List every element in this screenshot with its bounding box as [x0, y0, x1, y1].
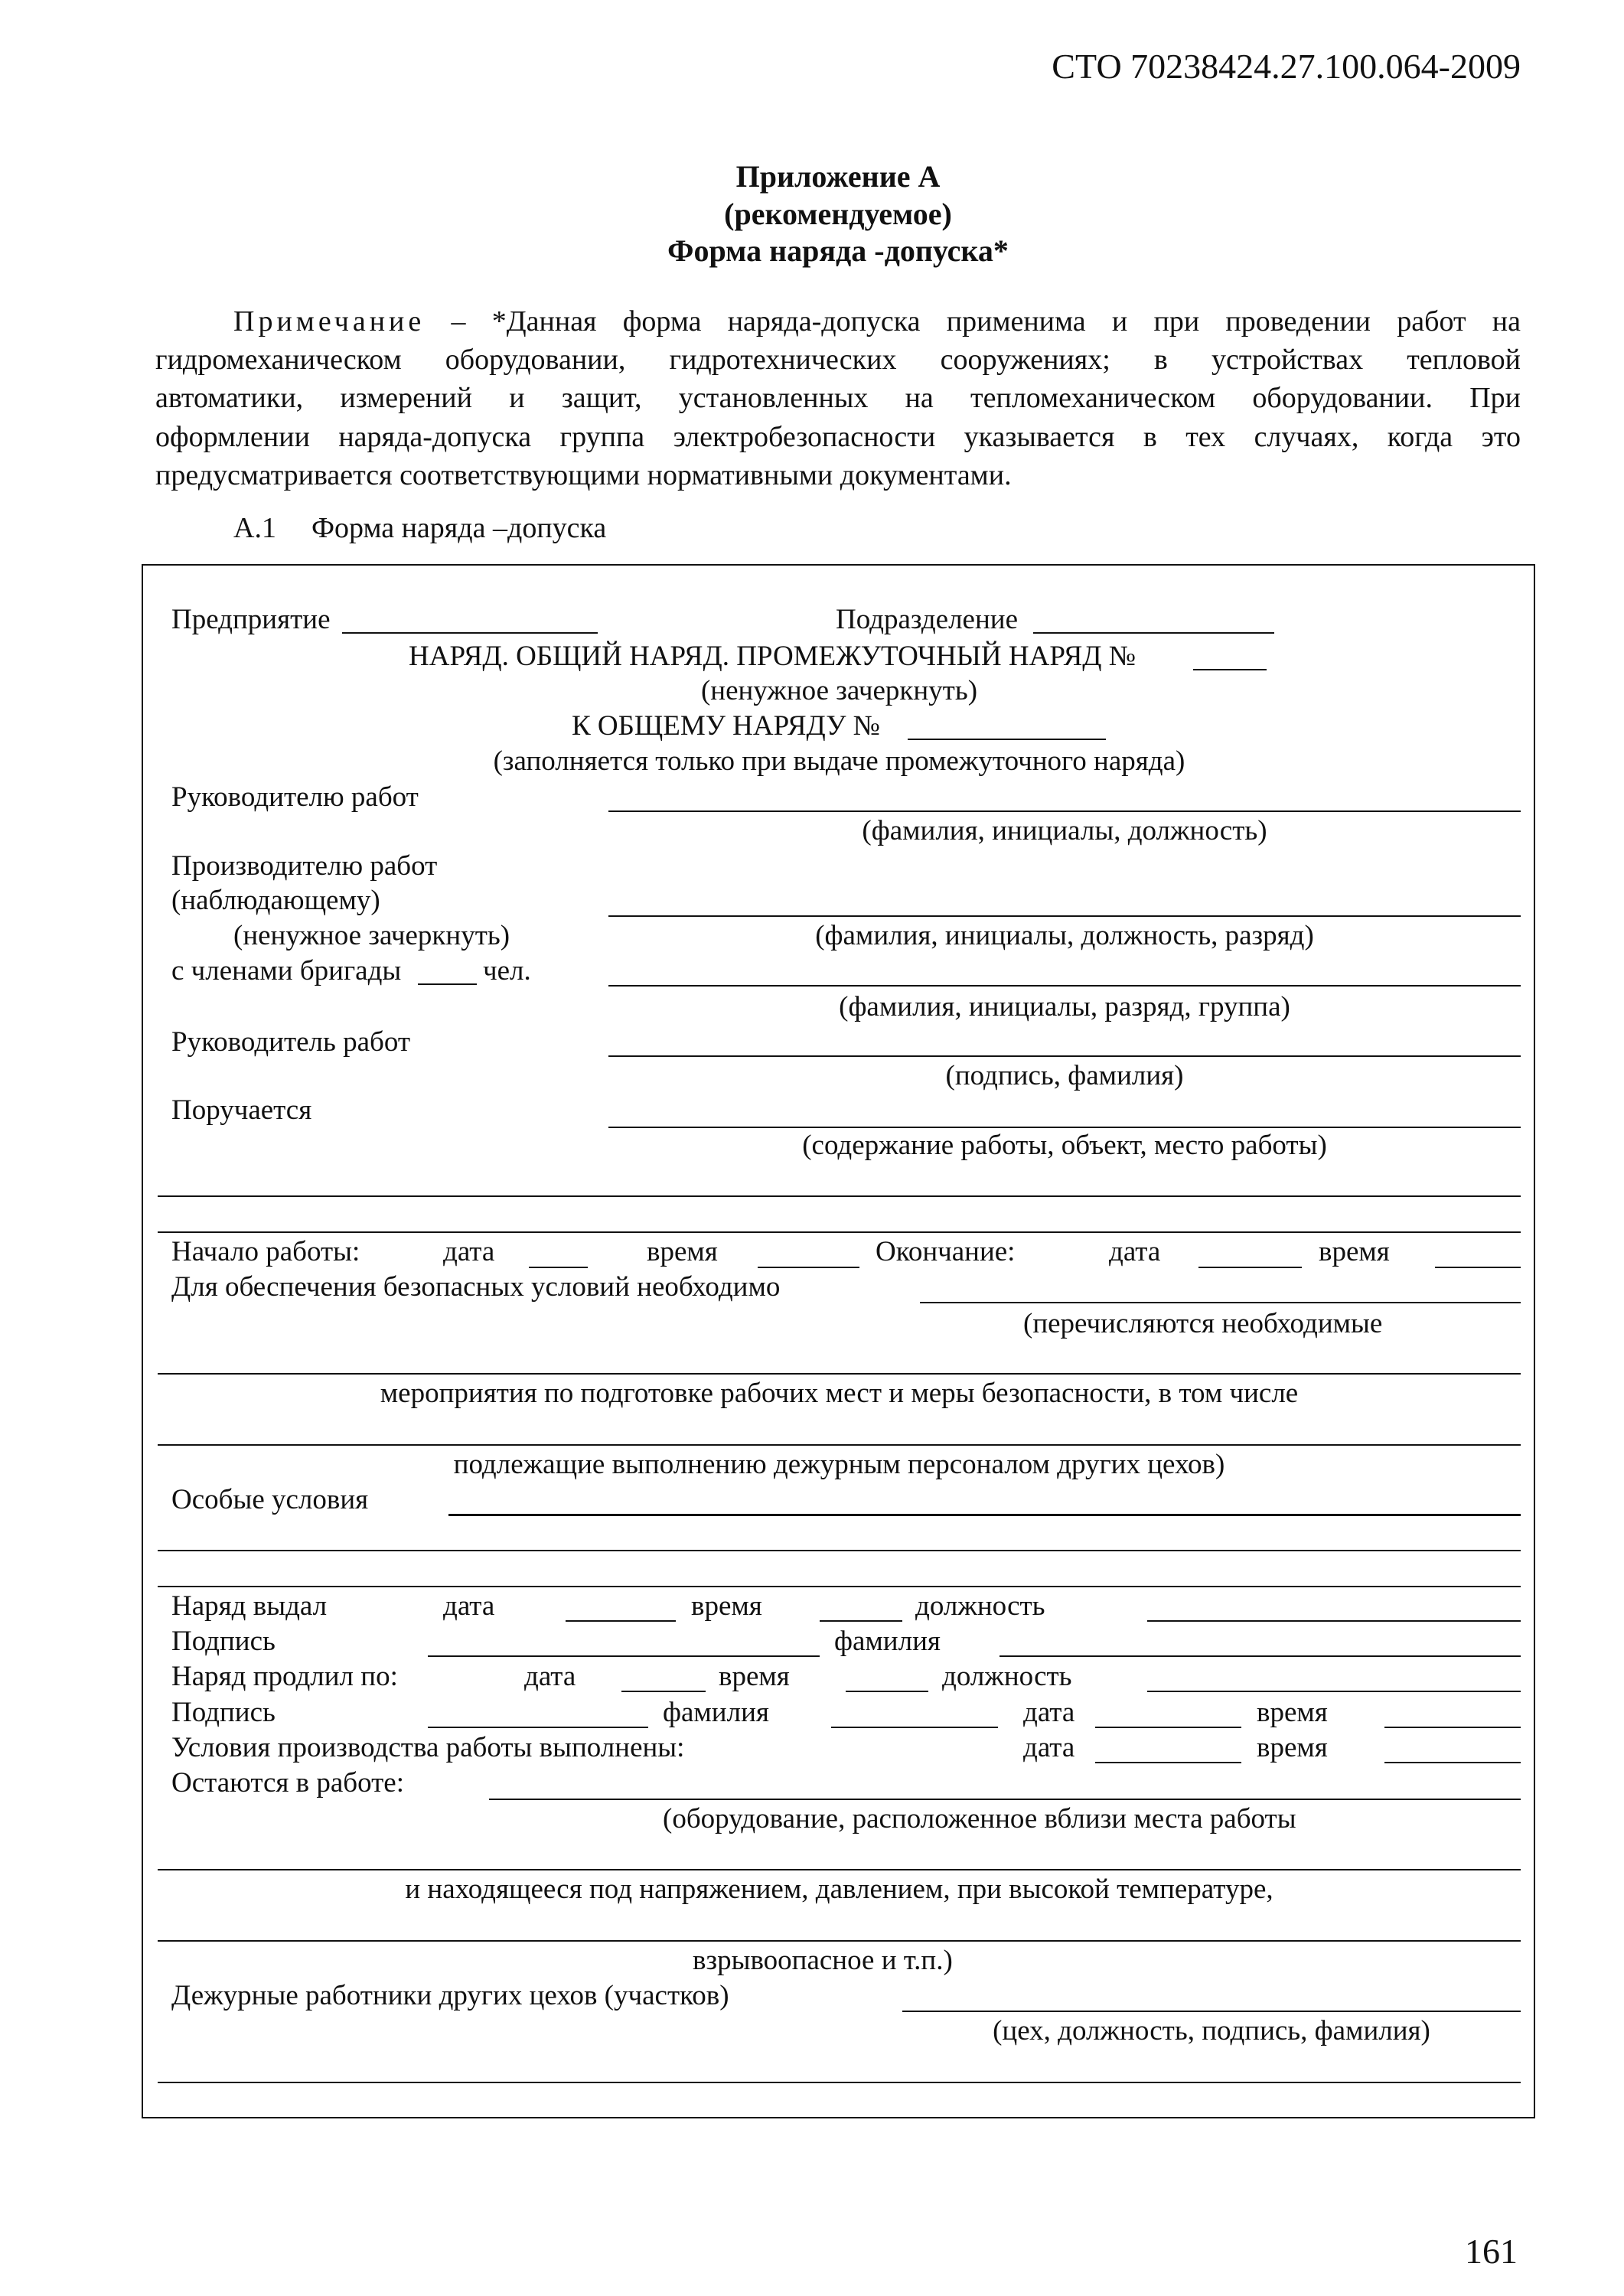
observer-label: (наблюдающему): [171, 885, 380, 916]
surname-blank: [1000, 1655, 1521, 1657]
general-order-number-blank: [908, 739, 1106, 740]
work-manager-to-label: Руководителю работ: [171, 781, 419, 813]
safety-required-label: Для обеспечения безопасных условий необходимо: [171, 1271, 781, 1303]
appendix-status: (рекомендуемое): [724, 197, 952, 231]
end-time-label: время: [1319, 1236, 1390, 1267]
special-conditions-blank: [448, 1514, 1521, 1516]
safety-required-blank: [920, 1302, 1521, 1303]
work-start-label: Начало работы:: [171, 1236, 360, 1267]
caption-work-content: (содержание работы, объект, место работы): [802, 1130, 1327, 1161]
issued-by-label: Наряд выдал: [171, 1590, 328, 1622]
signature-label-2: Подпись: [171, 1697, 276, 1728]
work-manager-label: Руководитель работ: [171, 1026, 411, 1058]
rule-line: [158, 1231, 1521, 1233]
appendix-subtitle: Форма наряда -допуска*: [667, 233, 1009, 268]
caption-measures: мероприятия по подготовке рабочих мест и меры безопасности, в том числе: [380, 1378, 1299, 1409]
persons-unit: чел.: [483, 955, 531, 987]
rule-line: [158, 1373, 1521, 1375]
rule-line: [158, 1444, 1521, 1446]
note-line-3: автоматики, измерений и защит, установленных на тепломеханическом оборудовании. При: [155, 382, 1521, 414]
start-date-blank: [529, 1267, 588, 1268]
extended-until-label: Наряд продлил по:: [171, 1661, 398, 1692]
rule-line: [158, 1550, 1521, 1551]
rule-line: [158, 2082, 1521, 2083]
issued-position-blank: [1147, 1620, 1521, 1622]
caption-shop-position-signature-name: (цех, должность, подпись, фамилия): [993, 2015, 1430, 2047]
rule-line: [158, 1195, 1521, 1197]
issued-position-label: должность: [915, 1590, 1045, 1622]
issued-time-label: время: [691, 1590, 762, 1622]
brigade-members-blank: [608, 985, 1521, 987]
work-producer-blank: [608, 915, 1521, 917]
conditions-done-label: Условия производства работы выполнены:: [171, 1732, 685, 1763]
rule-line: [158, 1940, 1521, 1942]
remaining-blank: [489, 1799, 1521, 1800]
start-time-label: время: [647, 1236, 718, 1267]
note-line-4: оформлении наряда-допуска группа электробезопасности указывается в тех случаях, когда это: [155, 421, 1521, 453]
general-order-label: К ОБЩЕМУ НАРЯДУ №: [572, 710, 880, 742]
extended-time-blank: [846, 1691, 928, 1692]
caption-name-grade-group: (фамилия, инициалы, разряд, группа): [839, 991, 1290, 1022]
extended-date-label: дата: [524, 1661, 576, 1692]
caption-name-position-grade: (фамилия, инициалы, должность, разряд): [815, 920, 1314, 951]
section-number: А.1: [233, 512, 276, 544]
extended-time-label: время: [719, 1661, 790, 1692]
special-conditions-label: Особые условия: [171, 1484, 369, 1515]
issued-date-label: дата: [443, 1590, 495, 1622]
surname-blank-2: [831, 1727, 998, 1728]
surname-label-2: фамилия: [663, 1697, 769, 1728]
end-date-blank: [1198, 1267, 1302, 1268]
surname-label: фамилия: [834, 1626, 941, 1657]
brigade-members-label: с членами бригады: [171, 955, 402, 987]
signature-date-label: дата: [1023, 1697, 1075, 1728]
document-code: СТО 70238424.27.100.064-2009: [1052, 47, 1521, 86]
note-text: – *Данная форма наряда-допуска применима и при проведении работ на: [451, 305, 1521, 338]
note-label: Примечание: [233, 305, 426, 338]
issued-date-blank: [566, 1620, 676, 1622]
issued-time-blank: [820, 1620, 902, 1622]
duty-workers-label: Дежурные работники других цехов (участков): [171, 1980, 729, 2011]
assigned-label: Поручается: [171, 1094, 312, 1126]
brigade-count-blank: [418, 983, 477, 985]
signature-blank-2: [428, 1727, 648, 1728]
caption-explosive: взрывоопасное и т.п.): [693, 1945, 953, 1976]
subdivision-blank: [1033, 632, 1274, 634]
enterprise-blank: [342, 632, 598, 634]
assigned-blank: [608, 1127, 1521, 1128]
signature-time-blank: [1384, 1727, 1521, 1728]
signature-date-blank: [1095, 1727, 1241, 1728]
signature-label: Подпись: [171, 1626, 276, 1657]
start-time-blank: [758, 1267, 859, 1268]
manager-signature-blank: [608, 1055, 1521, 1057]
rule-line: [158, 1586, 1521, 1587]
note-line-5: предусматривается соответствующими нормативными документами.: [155, 459, 1012, 491]
appendix-title: Приложение А: [735, 159, 941, 194]
caption-equipment-nearby: (оборудование, расположенное вблизи места работы: [663, 1803, 1296, 1835]
subdivision-label: Подразделение: [836, 604, 1019, 635]
remaining-label: Остаются в работе:: [171, 1767, 405, 1799]
note-line-2: гидромеханическом оборудовании, гидротехнических сооружениях; в устройствах тепловой: [155, 344, 1521, 376]
duty-workers-blank: [902, 2011, 1521, 2012]
strike-note-2: (ненужное зачеркнуть): [233, 920, 510, 951]
conditions-date-label: дата: [1023, 1732, 1075, 1763]
caption-under-voltage: и находящееся под напряжением, давлением, при высокой температуре,: [405, 1874, 1273, 1905]
fill-note: (заполняется только при выдаче промежуточного наряда): [493, 745, 1185, 777]
extended-position-blank: [1147, 1691, 1521, 1692]
caption-name-position: (фамилия, инициалы, должность): [862, 815, 1267, 846]
end-date-label: дата: [1109, 1236, 1161, 1267]
order-number-blank: [1193, 669, 1267, 670]
order-title: НАРЯД. ОБЩИЙ НАРЯД. ПРОМЕЖУТОЧНЫЙ НАРЯД №: [409, 641, 1136, 672]
note-line-1: [233, 302, 1521, 341]
conditions-time-label: время: [1257, 1732, 1328, 1763]
signature-time-label: время: [1257, 1697, 1328, 1728]
caption-signature-name: (подпись, фамилия): [945, 1060, 1184, 1091]
conditions-date-blank: [1095, 1762, 1241, 1763]
page-number: 161: [1465, 2232, 1518, 2271]
enterprise-label: Предприятие: [171, 604, 331, 635]
work-end-label: Окончание:: [876, 1236, 1016, 1267]
work-manager-blank: [608, 810, 1521, 812]
signature-blank: [428, 1655, 820, 1657]
section-title: Форма наряда –допуска: [311, 512, 607, 544]
work-producer-label: Производителю работ: [171, 850, 438, 882]
caption-list-required: (перечисляются необходимые: [1023, 1308, 1383, 1339]
rule-line: [158, 1869, 1521, 1870]
start-date-label: дата: [443, 1236, 495, 1267]
end-time-blank: [1435, 1267, 1521, 1268]
conditions-time-blank: [1384, 1762, 1521, 1763]
extended-position-label: должность: [942, 1661, 1072, 1692]
extended-date-blank: [621, 1691, 706, 1692]
caption-duty-staff: подлежащие выполнению дежурным персоналом других цехов): [453, 1449, 1225, 1480]
strike-note: (ненужное зачеркнуть): [700, 675, 978, 706]
